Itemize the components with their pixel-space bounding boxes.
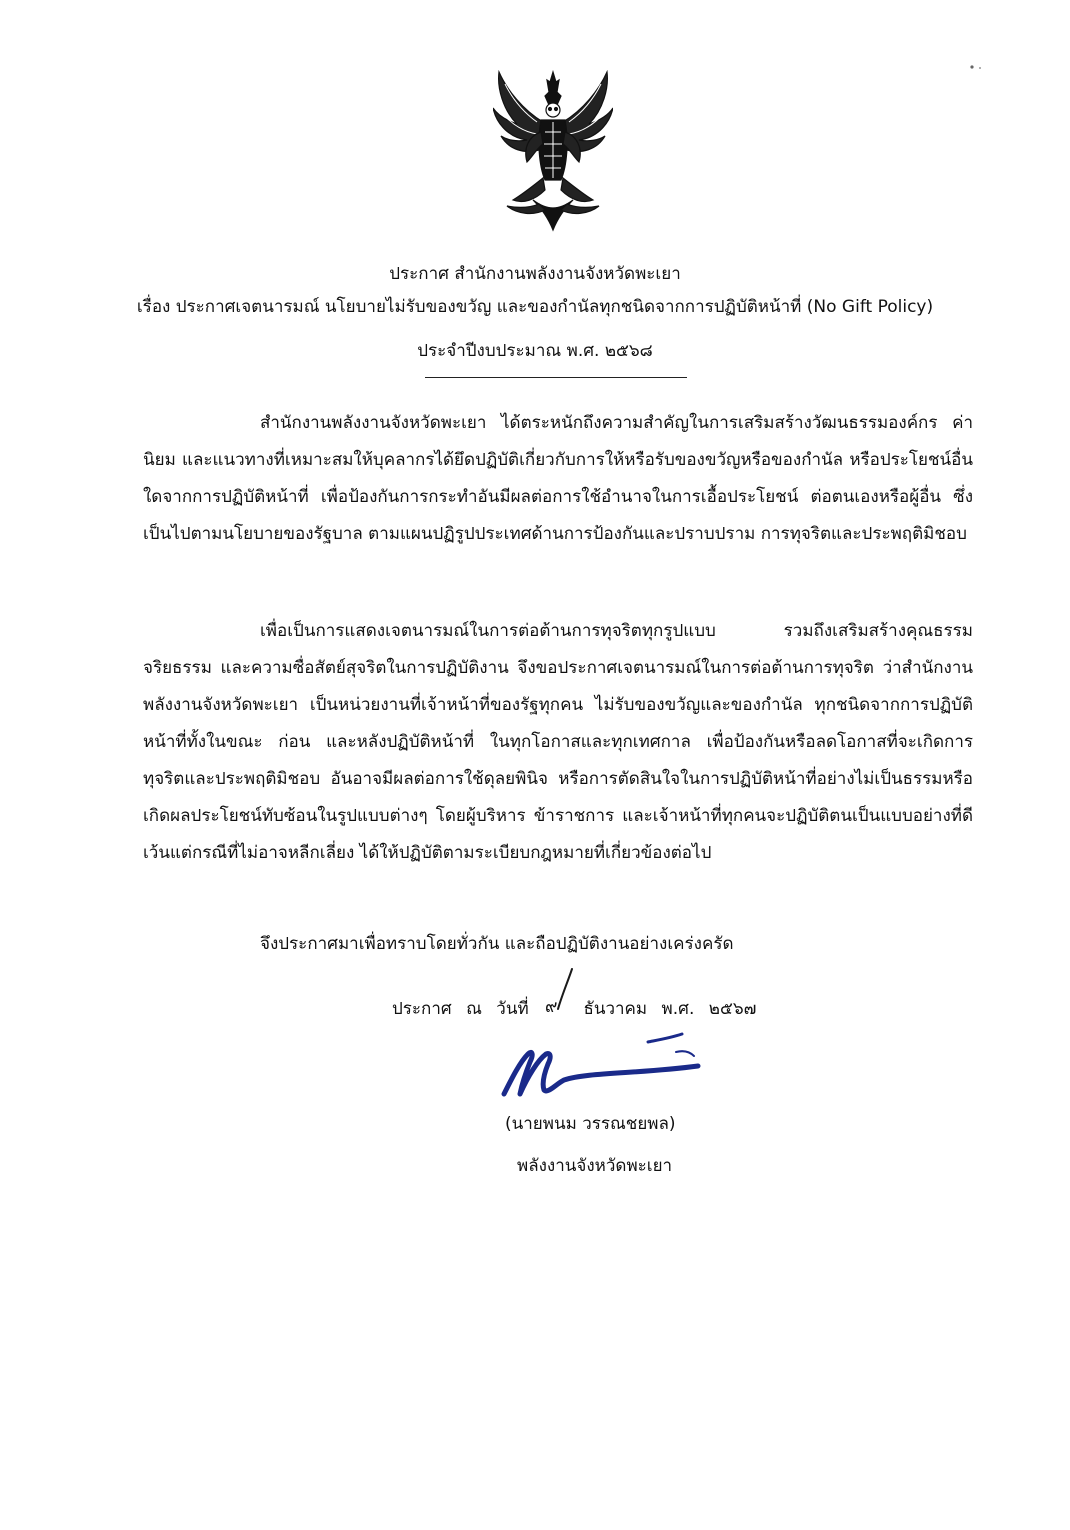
fiscal-year: ประจำปีงบประมาณ พ.ศ. ๒๕๖๘: [417, 341, 653, 361]
signature-icon: [498, 1022, 708, 1102]
handwritten-day-stroke: [538, 965, 578, 1015]
signer-position: พลังงานจังหวัดพะเยา: [517, 1156, 673, 1176]
announcement-title: ประกาศ สำนักงานพลังงานจังหวัดพะเยา: [389, 264, 681, 284]
scan-speck: [968, 64, 986, 70]
signer-name: (นายพนม วรรณชยพล): [505, 1114, 676, 1134]
announcement-subject: เรื่อง ประกาศเจตนารมณ์ นโยบายไม่รับของขวัญ และของกำนัลทุกชนิดจากการปฏิบัติหน้าที่ (No Gift Policy): [136, 297, 934, 317]
date-day-label: วันที่: [496, 999, 529, 1019]
body-paragraph-2: เพื่อเป็นการแสดงเจตนารมณ์ในการต่อต้านการทุจริตทุกรูปแบบ รวมถึงเสริมสร้างคุณธรรม จริยธรรม และความซื่อสัตย์สุจริตในการปฏิบัติงาน จึงขอประกาศเจตนารมณ์ในการต่อต้านการทุจริต ว่าสำนักงานพลังงานจังหวัดพะเยา เป็นหน่วยงานที่เจ้าหน้าที่ของรัฐทุกคน ไม่รับของขวัญและของกำนัล ทุกชนิดจากการปฏิบัติหน้าที่ทั้งในขณะ ก่อน และหลังปฏิบัติหน้าที่ ในทุกโอกาสและทุกเทศกาล เพื่อป้องกันหรือลดโอกาสที่จะเกิดการทุจริตและประพฤติมิชอบ อันอาจมีผลต่อการใช้ดุลยพินิจ หรือการตัดสินใจในการปฏิบัติหน้าที่อย่างไม่เป็นธรรมหรือเกิดผลประโยชน์ทับซ้อนในรูปแบบต่างๆ โดยผู้บริหาร ข้าราชการ และเจ้าหน้าที่ทุกคนจะปฏิบัติตนเป็นแบบอย่างที่ดีเว้นแต่กรณีที่ไม่อาจหลีกเลี่ยง ได้ให้ปฏิบัติตามระเบียบกฎหมายที่เกี่ยวข้องต่อไป: [143, 621, 973, 863]
body-paragraph-3: จึงประกาศมาเพื่อทราบโดยทั่วกัน และถือปฏิบัติงานอย่างเคร่งครัด: [260, 934, 734, 954]
body-paragraph-1: สำนักงานพลังงานจังหวัดพะเยา ได้ตระหนักถึงความสำคัญในการเสริมสร้างวัฒนธรรมองค์กร ค่านิยม และแนวทางที่เหมาะสมให้บุคลากรได้ยึดปฏิบัติเกี่ยวกับการให้หรือรับของขวัญหรือของกำนัล หรือประโยชน์อื่นใดจากการปฏิบัติหน้าที่ เพื่อป้องกันการกระทำอันมีผลต่อการใช้อำนาจในการเอื้อประโยชน์ ต่อตนเองหรือผู้อื่น ซึ่งเป็นไปตามนโยบายของรัฐบาล ตามแผนปฏิรูปประเทศด้านการป้องกันและปราบปราม การทุจริตและประพฤติมิชอบ: [143, 413, 973, 544]
date-at: ณ: [466, 999, 482, 1019]
date-era: พ.ศ.: [661, 999, 695, 1019]
garuda-emblem-icon: [493, 70, 613, 232]
announcement-date: [392, 998, 765, 1020]
heading-divider: [425, 377, 687, 378]
date-prefix: ประกาศ: [392, 999, 452, 1019]
date-day: ๙: [545, 997, 558, 1017]
date-month: ธันวาคม: [583, 999, 648, 1019]
date-year: ๒๕๖๗: [708, 999, 757, 1019]
